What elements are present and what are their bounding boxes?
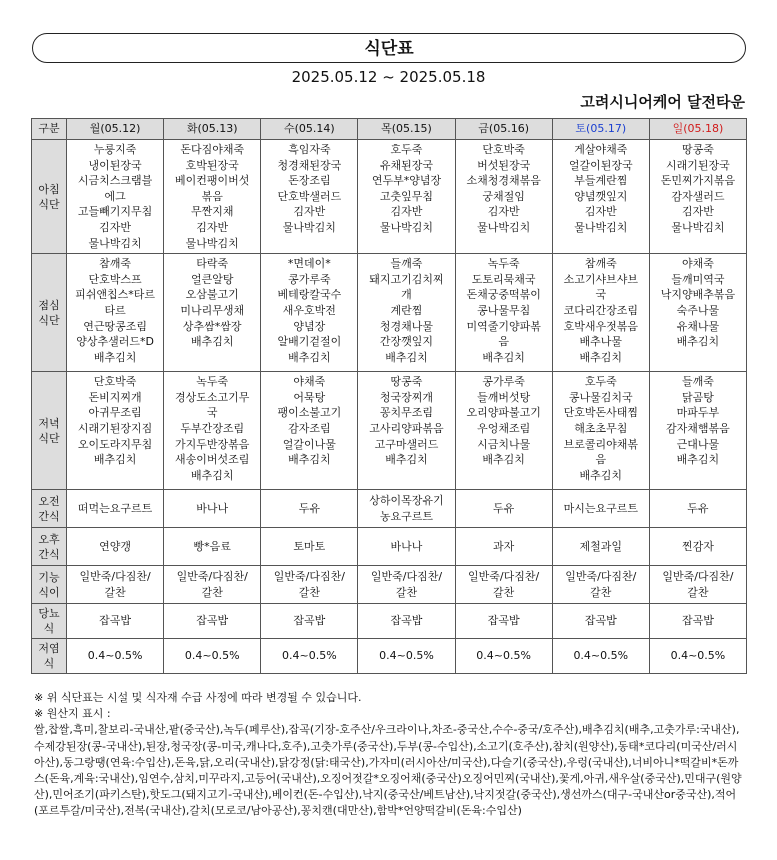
menu-item: 0.4~0.5% [184, 649, 240, 663]
menu-item: 국 [595, 288, 607, 302]
menu-cell [67, 604, 164, 639]
menu-item: 시금치나물 [477, 437, 531, 451]
menu-cell [552, 254, 649, 372]
menu-item: 배추김치 [385, 453, 428, 467]
menu-item: 오이도라지무침 [77, 437, 153, 451]
meal-category-label [32, 528, 67, 566]
menu-item: 단호박샐러드 [277, 189, 342, 203]
menu-item: 호박된장국 [185, 158, 239, 172]
menu-item: 오삼불고기 [185, 288, 239, 302]
menu-item: 어묵탕 [293, 390, 326, 404]
menu-cell [164, 528, 261, 566]
menu-item: 0.4~0.5% [476, 649, 531, 663]
menu-cell [455, 604, 552, 639]
menu-item: 꽁치무조림 [379, 406, 434, 420]
menu-item: 새우호박전 [282, 303, 336, 317]
menu-item: 궁채절임 [482, 189, 525, 203]
meal-category-label [32, 566, 67, 604]
menu-cell [649, 372, 746, 490]
menu-item: 배추김치 [676, 453, 720, 467]
category-label-line: 오전 [38, 494, 60, 508]
menu-item: 배추김치 [288, 350, 331, 364]
menu-item: 물나박김치 [477, 220, 531, 234]
menu-item: 배추김치 [579, 350, 623, 364]
menu-item: 호두죽 [584, 375, 617, 389]
menu-item: 근대나물 [676, 437, 720, 451]
meal-category-label [32, 372, 67, 490]
menu-item: 우엉채조림 [477, 421, 531, 435]
menu-item: 감자샐러드 [671, 189, 725, 203]
menu-item: 배추김치 [288, 453, 331, 467]
menu-cell [67, 566, 164, 604]
menu-cell [455, 528, 552, 566]
meal-row-am-snack [32, 490, 747, 528]
menu-item: 일반죽/다짐찬/ [273, 570, 345, 584]
menu-item: 팽이소불고기 [277, 406, 342, 420]
menu-item: 버섯된장국 [477, 158, 531, 172]
menu-item: 소채청경채볶음 [466, 174, 541, 188]
menu-cell [552, 566, 649, 604]
menu-item: 양념깻잎지 [574, 189, 628, 203]
page-title: 식단표 [32, 33, 746, 63]
menu-item: 콩가루죽 [482, 375, 525, 389]
category-label-line: 점심 [38, 298, 60, 312]
menu-item: 미나리무생채 [180, 303, 245, 317]
day-header-saturday: 토(05.17) [552, 119, 649, 140]
menu-item: 에그 [104, 189, 126, 203]
menu-cell [67, 254, 164, 372]
menu-item: 배추김치 [93, 350, 137, 364]
category-label-line: 식단 [38, 197, 60, 211]
meal-table [31, 118, 747, 674]
change-notice: ※ 위 식단표는 시설 및 식자재 수급 사정에 따라 변경될 수 있습니다. [34, 691, 362, 704]
menu-item: 도토리묵채국 [471, 272, 536, 286]
menu-item: 김자반 [293, 205, 326, 219]
menu-item: 브로콜리야채볶 [563, 437, 638, 451]
menu-item: 단호박죽 [482, 143, 525, 156]
menu-item: 떠먹는요구르트 [77, 501, 153, 515]
menu-item: 0.4~0.5% [670, 649, 726, 663]
category-label-line: 식이 [38, 585, 60, 599]
menu-item: 찐감자 [681, 539, 714, 553]
menu-item: 시금치스크램블 [77, 174, 153, 188]
category-label-line: 오후 [38, 532, 60, 546]
meal-row-low-salt [32, 639, 747, 674]
category-label-line: 식 [43, 622, 55, 636]
menu-cell [261, 490, 358, 528]
menu-item: 돈채궁중떡볶이 [466, 288, 541, 302]
menu-item: 물나박김치 [282, 220, 336, 234]
menu-item: 무짠지채 [190, 205, 234, 219]
menu-cell [67, 140, 164, 254]
meal-row-pm-snack [32, 528, 747, 566]
menu-item: 갈찬 [590, 585, 612, 599]
category-label-line: 기능 [38, 570, 60, 584]
menu-cell [552, 604, 649, 639]
menu-item: 김자반 [196, 220, 229, 234]
menu-cell [358, 254, 455, 372]
menu-item: 호박새우젓볶음 [563, 319, 638, 333]
menu-item: 김자반 [487, 205, 520, 219]
menu-item: 경상도소고기무 [175, 390, 250, 404]
menu-item: 콩가루죽 [288, 272, 331, 286]
menu-item: 녹두죽 [196, 375, 229, 389]
menu-item: 0.4~0.5% [573, 649, 629, 663]
menu-item: 갈찬 [298, 585, 320, 599]
menu-item: 일반죽/다짐찬/ [468, 570, 540, 584]
menu-item: 간장깻잎지 [379, 335, 434, 349]
menu-item: 타락죽 [196, 257, 229, 271]
menu-item: 상추쌈*쌈장 [182, 319, 242, 333]
menu-cell [455, 140, 552, 254]
category-label-line: 식단 [38, 313, 60, 327]
menu-item: 낙지양배추볶음 [660, 288, 736, 302]
menu-item: 베테랑칼국수 [277, 288, 342, 302]
menu-item: 게살야채죽 [574, 143, 628, 156]
menu-item: 오리양파불고기 [466, 406, 541, 420]
menu-cell [455, 490, 552, 528]
menu-item: 청국장찌개 [379, 390, 434, 404]
menu-item: 빵*음료 [193, 539, 231, 553]
menu-item: 녹두죽 [487, 257, 520, 271]
menu-item: 배추김치 [482, 453, 525, 467]
menu-item: 타르 [104, 303, 126, 317]
menu-item: 닭곰탕 [681, 390, 714, 404]
menu-cell [649, 140, 746, 254]
menu-item: 볶음 [201, 189, 223, 203]
day-header: 목(05.15) [358, 119, 455, 140]
menu-item: 잡곡밥 [293, 614, 326, 628]
menu-cell [649, 528, 746, 566]
menu-cell [164, 140, 261, 254]
menu-cell [552, 140, 649, 254]
menu-item: 단호박스프 [88, 272, 142, 286]
menu-item: 양상추샐러드*D [76, 335, 154, 349]
category-label-line: 식단 [38, 431, 60, 445]
menu-item: 농요구르트 [379, 509, 434, 523]
meal-category-label [32, 639, 67, 674]
menu-item: 바나나 [196, 501, 229, 515]
day-header: 화(05.13) [164, 119, 261, 140]
menu-item: 두유 [298, 501, 320, 515]
menu-item: 들깨죽 [681, 375, 714, 389]
menu-cell [358, 140, 455, 254]
menu-item: 고구마샐러드 [374, 437, 439, 451]
menu-cell [552, 490, 649, 528]
day-header-sunday: 일(05.18) [649, 119, 746, 140]
meal-row-diabetic [32, 604, 747, 639]
category-label-line: 간식 [38, 547, 60, 561]
menu-cell [358, 604, 455, 639]
menu-item: 아귀무조림 [88, 406, 142, 420]
menu-item: 0.4~0.5% [379, 649, 434, 663]
meal-category-label [32, 604, 67, 639]
menu-item: 감자채햄볶음 [666, 421, 730, 435]
menu-item: 일반죽/다짐찬/ [176, 570, 248, 584]
menu-item: 갈찬 [395, 585, 418, 599]
category-label-line: 아침 [38, 182, 60, 196]
menu-cell [261, 254, 358, 372]
menu-item: 두유 [493, 501, 515, 515]
menu-item: 음 [595, 453, 607, 467]
menu-item: 0.4~0.5% [282, 649, 337, 663]
menu-item: 얼갈이된장국 [568, 158, 633, 172]
menu-cell [164, 372, 261, 490]
menu-cell [164, 604, 261, 639]
menu-item: 고사리양파볶음 [369, 421, 444, 435]
menu-item: 유채된장국 [379, 158, 434, 172]
category-label-line: 저녁 [38, 416, 60, 430]
menu-item: 해초초무침 [574, 421, 628, 435]
menu-cell [649, 604, 746, 639]
menu-item: 국 [206, 406, 218, 420]
menu-item: 야채죽 [293, 375, 326, 389]
menu-item: 베이컨팽이버섯 [175, 174, 250, 188]
menu-item: 유채나물 [676, 319, 720, 333]
menu-item: 과자 [493, 539, 515, 553]
menu-item: 배추김치 [579, 468, 623, 482]
header-row [32, 119, 747, 140]
menu-item: 물나박김치 [379, 220, 434, 234]
day-header: 월(05.12) [67, 119, 164, 140]
menu-cell [67, 528, 164, 566]
menu-item: 청경채된장국 [277, 158, 342, 172]
menu-item: 들깨버섯탕 [477, 390, 531, 404]
menu-cell [649, 566, 746, 604]
menu-cell [67, 490, 164, 528]
menu-item: 잡곡밥 [681, 614, 714, 628]
menu-item: 0.4~0.5% [87, 649, 143, 663]
menu-item: 잡곡밥 [390, 614, 423, 628]
menu-item: 단호박돈사태찜 [563, 406, 638, 420]
menu-item: 돈비지찌개 [88, 390, 142, 404]
menu-cell [261, 639, 358, 674]
menu-item: 냉이된장국 [88, 158, 142, 172]
menu-item: 청경채나물 [379, 319, 434, 333]
menu-cell [649, 639, 746, 674]
menu-item: 돼지고기김치찌 [369, 272, 444, 286]
menu-item: 참깨죽 [584, 257, 617, 271]
category-label-line: 식 [43, 657, 55, 671]
menu-item: 콩나물무침 [477, 303, 531, 317]
menu-item: 배추김치 [482, 350, 525, 364]
menu-item: 숙주나물 [676, 303, 720, 317]
menu-cell [455, 254, 552, 372]
menu-cell [358, 528, 455, 566]
menu-cell [261, 140, 358, 254]
menu-cell [552, 639, 649, 674]
menu-cell [164, 566, 261, 604]
menu-cell [261, 566, 358, 604]
meal-row-dinner [32, 372, 747, 490]
menu-cell [261, 528, 358, 566]
origin-heading: ※ 원산지 표시 : [34, 707, 111, 721]
menu-cell [261, 372, 358, 490]
menu-item: 배추나물 [579, 335, 623, 349]
menu-item: 마파두부 [676, 406, 720, 420]
menu-item: 미역줄기양파볶 [466, 319, 541, 333]
menu-item: 배추김치 [676, 335, 720, 349]
menu-item: 잡곡밥 [487, 614, 520, 628]
menu-item: 연양갱 [99, 539, 132, 553]
menu-cell [455, 566, 552, 604]
menu-item: 갈찬 [201, 585, 223, 599]
menu-item: 김자반 [584, 205, 617, 219]
menu-item: 두부간장조림 [180, 421, 245, 435]
menu-item: 알배기겉절이 [277, 335, 342, 349]
menu-item: 바나나 [390, 539, 423, 553]
menu-item: 배추김치 [93, 453, 137, 467]
menu-cell [358, 566, 455, 604]
menu-item: 양념장 [293, 319, 326, 333]
menu-item: 김자반 [681, 205, 714, 219]
meal-row-functional [32, 566, 747, 604]
menu-item: 개 [401, 288, 412, 302]
date-range: 2025.05.12 ~ 2025.05.18 [291, 68, 486, 86]
menu-cell [67, 372, 164, 490]
menu-cell [358, 490, 455, 528]
category-label-line: 저염 [38, 642, 60, 656]
menu-item: 갈찬 [493, 585, 515, 599]
menu-item: 일반죽/다짐찬/ [79, 570, 151, 584]
menu-item: 콩나물김치국 [568, 390, 633, 404]
menu-item: 코다리간장조림 [563, 303, 638, 317]
menu-item: 얼갈이나물 [282, 437, 336, 451]
menu-item: 돈다짐야채죽 [180, 143, 245, 156]
menu-item: 들깨미역국 [671, 272, 725, 286]
menu-item: 일반죽/다짐찬/ [370, 570, 443, 584]
category-label-line: 당뇨 [38, 607, 60, 621]
menu-item: 누룽지죽 [93, 143, 137, 156]
menu-item: 고들빼기지무침 [77, 205, 153, 219]
menu-item: 잡곡밥 [196, 614, 229, 628]
menu-item: 땅콩죽 [681, 143, 714, 156]
menu-item: 잡곡밥 [584, 614, 617, 628]
menu-item: *면데이* [287, 257, 331, 271]
menu-item: 일반죽/다짐찬/ [662, 570, 734, 584]
menu-item: 땅콩죽 [390, 375, 423, 389]
day-header: 금(05.16) [455, 119, 552, 140]
menu-item: 김자반 [390, 205, 423, 219]
menu-cell [67, 639, 164, 674]
menu-item: 마시는요구르트 [563, 501, 638, 515]
menu-cell [649, 254, 746, 372]
day-header: 수(05.14) [261, 119, 358, 140]
menu-cell [455, 372, 552, 490]
menu-cell [261, 604, 358, 639]
menu-item: 물나박김치 [671, 220, 725, 234]
menu-cell [164, 639, 261, 674]
menu-cell [358, 639, 455, 674]
menu-item: 소고기샤브샤브 [563, 272, 638, 286]
menu-cell [649, 490, 746, 528]
menu-item: 계란찜 [390, 303, 423, 317]
menu-item: 참깨죽 [99, 257, 132, 271]
menu-item: 음 [498, 335, 509, 349]
menu-item: 연근땅콩조림 [83, 319, 147, 333]
menu-item: 물나박김치 [574, 220, 628, 234]
menu-item: 갈찬 [687, 585, 709, 599]
menu-item: 피쉬앤칩스*타르 [75, 288, 156, 302]
meal-category-label [32, 140, 67, 254]
menu-item: 얼큰알탕 [190, 272, 234, 286]
menu-item: 흑임자죽 [288, 143, 331, 156]
menu-item: 시래기된장국 [666, 158, 730, 172]
category-label-line: 간식 [38, 509, 60, 523]
menu-item: 부들계란찜 [574, 174, 628, 188]
menu-item: 돈민찌가지볶음 [660, 174, 736, 188]
menu-item: 토마토 [293, 539, 326, 553]
menu-item: 야채죽 [681, 257, 714, 271]
menu-cell [164, 254, 261, 372]
menu-item: 제철과일 [579, 539, 623, 553]
meal-category-label [32, 254, 67, 372]
menu-item: 새송이버섯조림 [175, 453, 250, 467]
menu-item: 잡곡밥 [99, 614, 132, 628]
meal-row-breakfast [32, 140, 747, 254]
menu-item: 감자조림 [288, 421, 331, 435]
menu-item: 상하이목장유기 [369, 494, 444, 508]
menu-item: 시래기된장지짐 [77, 421, 153, 435]
corner-header: 구분 [32, 119, 67, 140]
notes-section [34, 690, 746, 820]
menu-item: 두유 [687, 501, 709, 515]
menu-item: 단호박죽 [93, 375, 137, 389]
menu-item: 호두죽 [390, 143, 423, 156]
origin-details: 쌀,찹쌀,흑미,찰보리-국내산,팥(중국산),녹두(페루산),잡곡(기장-호주산/우크라이나,차조-중국산,수수-중국/호주산),배추김치(배추,고춧가루:국내산),수제강된장(콩-국내산),된장,청국장(콩-미국,캐나다,호주),고춧가루(중국산),두부(콩-수입산),소고기(호주산),참치(원양산),동태*코다리(미국산/러시아산),동그랑땡(연육:수입산),돈육,닭,오리(국내산),닭강정(닭:태국산),가자미(러시아산/미국산),다슬기(중국산),우렁(국내산),너비아니*떡갈비*돈까스(돈육,계육:국내산),임연수,삼치,미꾸라지,고등어(국내산),오징어젓갈*오징어채(중국산)오징어민찌(국내산),꽃게,아귀,새우살(중국산),민대구(원양산),민어조기(파키스탄),핫도그(돼지고기-국내산),베이컨(돈-수입산),낙지(중국산/베트남산),낙지젓갈(중국산),생선까스(대구-국내산or중국산),적어(포르투갈/미국산),전복(국내산),갈치(모로코/남아공산),꽁치캔(대만산),함박*언양떡갈비(돈육:수입산) [34, 723, 742, 818]
menu-item: 배추김치 [385, 350, 428, 364]
menu-cell [552, 528, 649, 566]
menu-cell [455, 639, 552, 674]
menu-item: 물나박김치 [185, 236, 239, 250]
menu-item: 배추김치 [190, 335, 234, 349]
menu-item: 물나박김치 [88, 236, 142, 250]
menu-cell [358, 372, 455, 490]
organization-name: 고려시니어케어 달전타운 [580, 93, 745, 111]
menu-item: 연두부*양념장 [371, 174, 442, 188]
menu-item: 일반죽/다짐찬/ [565, 570, 637, 584]
menu-item: 들깨죽 [390, 257, 423, 271]
menu-item: 갈찬 [104, 585, 126, 599]
menu-item: 돈장조림 [288, 174, 331, 188]
meal-row-lunch [32, 254, 747, 372]
meal-category-label [32, 490, 67, 528]
menu-cell [552, 372, 649, 490]
menu-item: 고춧잎무침 [379, 189, 434, 203]
menu-item: 김자반 [99, 220, 132, 234]
menu-item: 가지두반장볶음 [175, 437, 250, 451]
menu-item: 배추김치 [190, 468, 234, 482]
menu-cell [164, 490, 261, 528]
